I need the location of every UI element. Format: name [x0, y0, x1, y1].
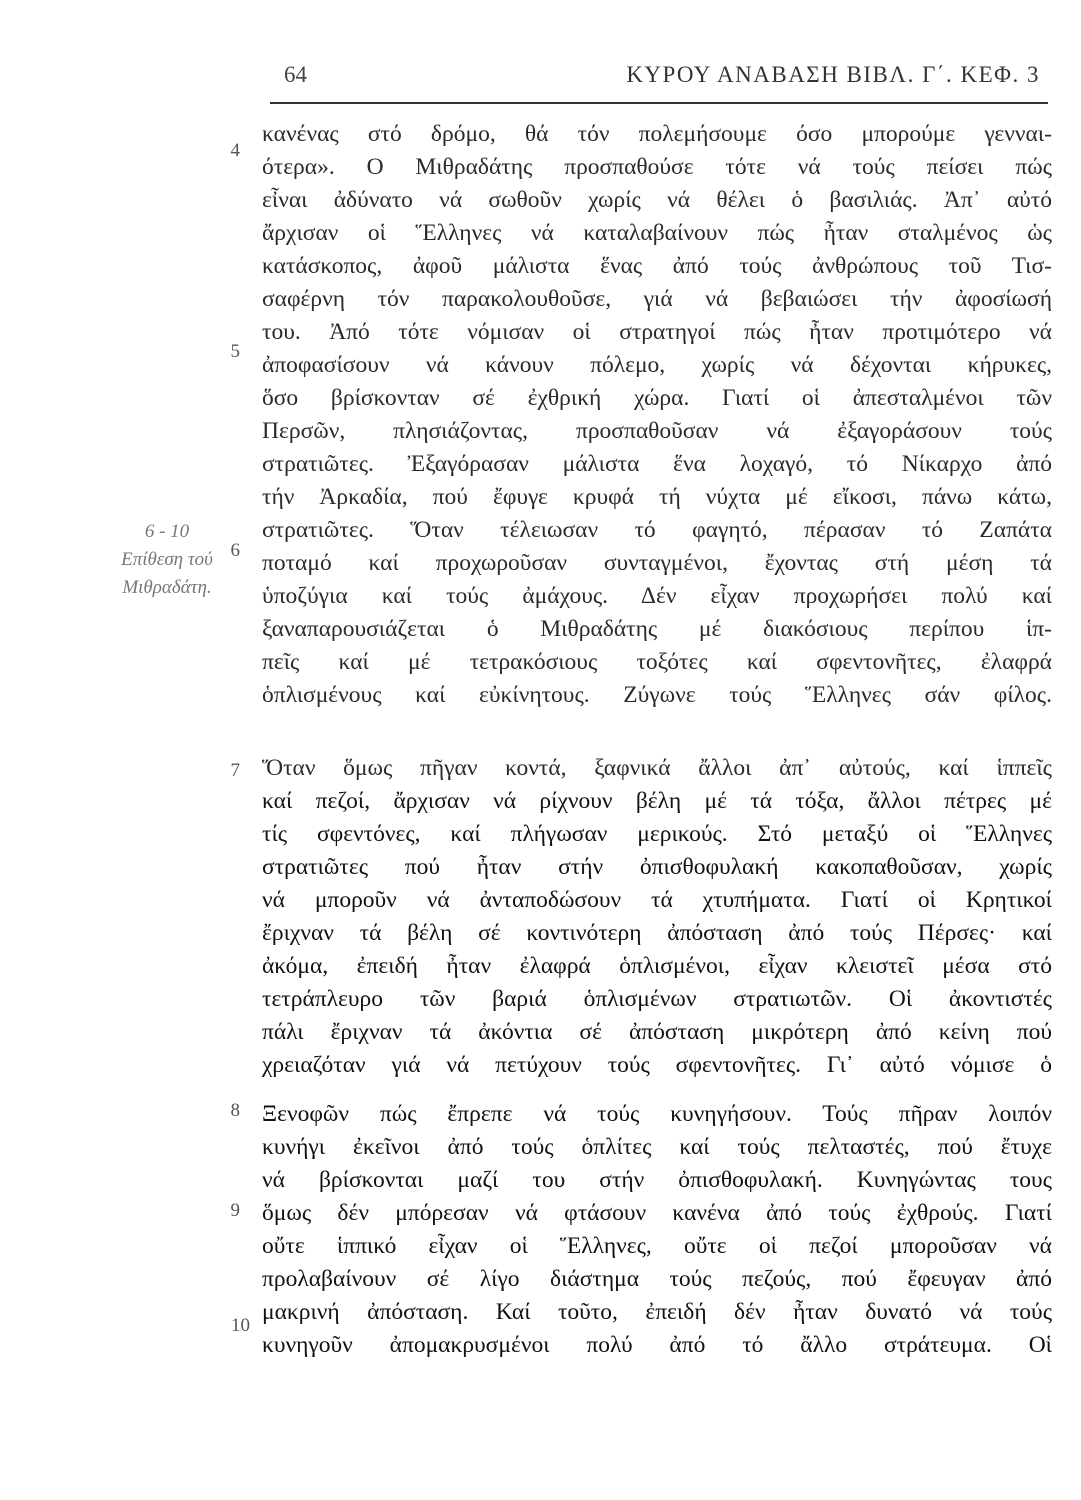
text-line: ὅσο βρίσκονταν σέ ἐχθρική χώρα. Γιατί οἱ ἀπεσταλμένοι τῶν: [262, 385, 1052, 411]
text-line: ποταμό καί προχωροῦσαν συνταγμένοι, ἔχοντας στή μέση τά: [262, 550, 1052, 576]
running-header: [270, 60, 1050, 94]
text-line: ὁπλισμένους καί εὐκίνητους. Ζύγωνε τούς Ἕλληνες σάν φίλος.: [262, 682, 1052, 708]
text-line: τίς σφεντόνες, καί πλήγωσαν μερικούς. Στό μεταξύ οἱ Ἕλληνες: [262, 821, 1052, 847]
line-number: 10: [231, 1315, 250, 1336]
text-line: πεῖς καί μέ τετρακόσιους τοξότες καί σφεντονῆτες, ἐλαφρά: [262, 649, 1052, 675]
margin-note-title-line-1: Επίθεση τού: [121, 549, 213, 570]
text-line: χρειαζόταν γιά νά πετύχουν τούς σφεντονῆτες. Γι᾽ αὐτό νόμισε ὁ: [262, 1052, 1052, 1078]
text-line: Περσῶν, πλησιάζοντας, προσπαθοῦσαν νά ἐξαγοράσουν τούς: [262, 418, 1052, 444]
text-line: πάλι ἔριχναν τά ἀκόντια σέ ἀπόσταση μικρότερη ἀπό κείνη πού: [262, 1019, 1052, 1045]
text-line: ἔριχναν τά βέλη σέ κοντινότερη ἀπόσταση ἀπό τούς Πέρσες· καί: [262, 920, 1052, 946]
text-line: στρατιῶτες πού ἦταν στήν ὀπισθοφυλακή κακοπαθοῦσαν, χωρίς: [262, 854, 1052, 880]
text-line: ἀποφασίσουν νά κάνουν πόλεμο, χωρίς νά δέχονται κήρυκες,: [262, 352, 1052, 378]
text-line: νά μποροῦν νά ἀνταποδώσουν τά χτυπήματα. Γιατί οἱ Κρητικοί: [262, 887, 1052, 913]
text-line: κυνήγι ἐκεῖνοι ἀπό τούς ὁπλίτες καί τούς πελταστές, πού ἔτυχε: [262, 1134, 1052, 1160]
text-line: μακρινή ἀπόσταση. Καί τοῦτο, ἐπειδή δέν ἦταν δυνατό νά τούς: [262, 1299, 1052, 1325]
text-line: εἶναι ἀδύνατο νά σωθοῦν χωρίς νά θέλει ὁ βασιλιάς. Ἀπ᾽ αὐτό: [262, 187, 1052, 213]
margin-note-title-line-2: Μιθραδάτη.: [122, 577, 212, 598]
text-line: στρατιῶτες. Ἐξαγόρασαν μάλιστα ἕνα λοχαγό, τό Νίκαρχο ἀπό: [262, 451, 1052, 477]
line-number: 4: [230, 140, 240, 161]
line-number: 8: [230, 1100, 240, 1121]
text-line: τήν Ἀρκαδία, πού ἔφυγε κρυφά τή νύχτα μέ εἴκοσι, πάνω κάτω,: [262, 484, 1052, 510]
line-number: 7: [230, 760, 240, 781]
header-rule: [270, 102, 1048, 104]
text-line: ότερα». Ο Μιθραδάτης προσπαθούσε τότε νά τούς πείσει πώς: [262, 154, 1052, 180]
text-line: ἄρχισαν οἱ Ἕλληνες νά καταλαβαίνουν πώς ἦταν σταλμένος ὡς: [262, 220, 1052, 246]
text-line: ὅμως δέν μπόρεσαν νά φτάσουν κανένα ἀπό τούς ἐχθρούς. Γιατί: [262, 1200, 1052, 1226]
text-line: του. Ἀπό τότε νόμισαν οἱ στρατηγοί πώς ἦταν προτιμότερο νά: [262, 319, 1052, 345]
text-line: κατάσκοπος, ἀφοῦ μάλιστα ἕνας ἀπό τούς ἀνθρώπους τοῦ Τισ-: [262, 253, 1052, 279]
running-title: ΚΥΡΟΥ ΑΝΑΒΑΣΗ ΒΙΒΛ. Γ΄. ΚΕΦ. 3: [626, 62, 1040, 87]
text-line: τετράπλευρο τῶν βαριά ὁπλισμένων στρατιωτῶν. Οἱ ἀκοντιστές: [262, 986, 1052, 1012]
text-line: ξαναπαρουσιάζεται ὁ Μιθραδάτης μέ διακόσιους περίπου ἱπ-: [262, 616, 1052, 642]
text-line: ὑποζύγια καί τούς ἀμάχους. Δέν εἶχαν προχωρήσει πολύ καί: [262, 583, 1052, 609]
page-number: 64: [284, 62, 307, 87]
text-line: Ξενοφῶν πώς ἔπρεπε νά τούς κυνηγήσουν. Τούς πῆραν λοιπόν: [262, 1101, 1052, 1127]
line-number: 6: [230, 540, 240, 561]
line-number: 5: [230, 341, 240, 362]
text-line: στρατιῶτες. Ὅταν τέλειωσαν τό φαγητό, πέρασαν τό Ζαπάτα: [262, 517, 1052, 543]
margin-note-range: 6 - 10: [144, 521, 190, 542]
line-number: 9: [230, 1200, 240, 1221]
text-line: ἀκόμα, ἐπειδή ἦταν ἐλαφρά ὁπλισμένοι, εἶχαν κλειστεῖ μέσα στό: [262, 953, 1052, 979]
text-line: Ὅταν ὅμως πῆγαν κοντά, ξαφνικά ἄλλοι ἀπ᾽ αὐτούς, καί ἱππεῖς: [262, 755, 1052, 781]
text-line: κανένας στό δρόμο, θά τόν πολεμήσουμε όσο μπορούμε γενναι-: [262, 121, 1052, 147]
text-line: προλαβαίνουν σέ λίγο διάστημα τούς πεζούς, πού ἔφευγαν ἀπό: [262, 1266, 1052, 1292]
text-line: σαφέρνη τόν παρακολουθοῦσε, γιά νά βεβαιώσει τήν ἀφοσίωσή: [262, 286, 1052, 312]
text-line: οὔτε ἱππικό εἶχαν οἱ Ἕλληνες, οὔτε οἱ πεζοί μποροῦσαν νά: [262, 1233, 1052, 1259]
text-line: νά βρίσκονται μαζί του στήν ὀπισθοφυλακή. Κυνηγώντας τους: [262, 1167, 1052, 1193]
text-line: καί πεζοί, ἄρχισαν νά ρίχνουν βέλη μέ τά τόξα, ἄλλοι πέτρες μέ: [262, 788, 1052, 814]
text-line: κυνηγοῦν ἀπομακρυσμένοι πολύ ἀπό τό ἄλλο στράτευμα. Οἱ: [262, 1332, 1052, 1358]
